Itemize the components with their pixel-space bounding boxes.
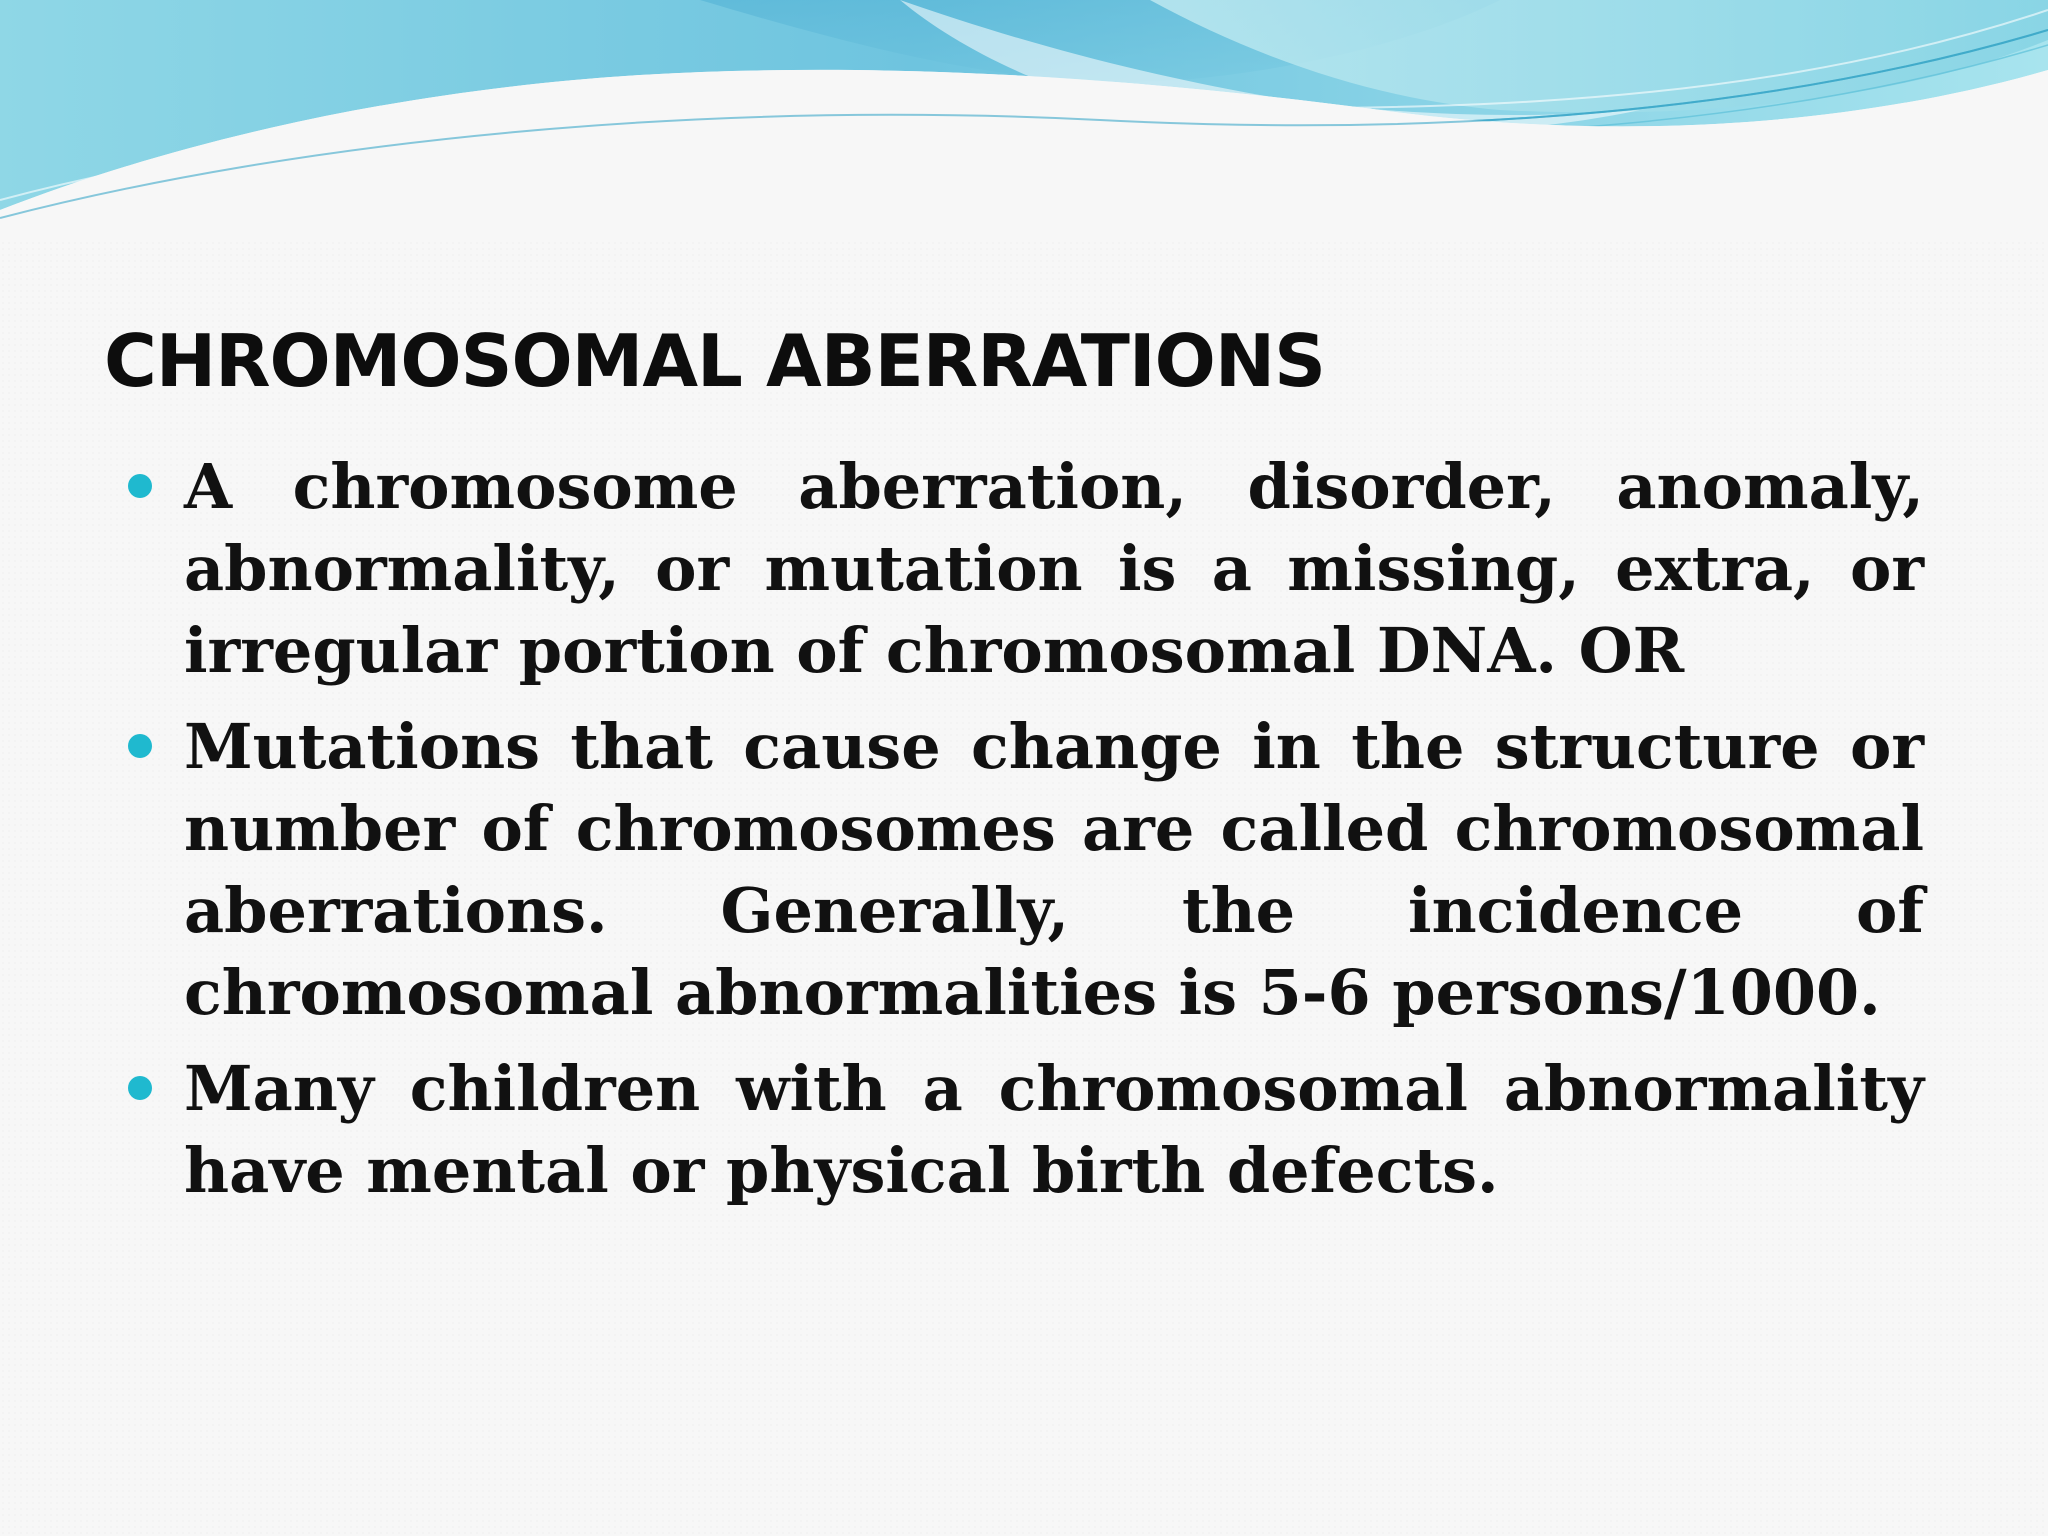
bullet-dot-icon xyxy=(128,474,152,498)
bullet-text: Many children with a chromosomal abnormality have mental or physical birth defects. xyxy=(184,1052,1924,1207)
bullet-dot-icon xyxy=(128,734,152,758)
bullet-item xyxy=(184,446,1924,692)
bullet-item xyxy=(184,706,1924,1034)
bullet-text: A chromosome aberration, disorder, anomaly, abnormality, or mutation is a missing, extra, or irregular portion of chromosomal DNA. OR xyxy=(184,450,1924,687)
bullet-list xyxy=(184,446,1924,1226)
wave-header-decoration xyxy=(0,0,2048,240)
slide-title: CHROMOSOMAL ABERRATIONS xyxy=(104,319,1326,403)
bullet-item xyxy=(184,1048,1924,1212)
bullet-dot-icon xyxy=(128,1076,152,1100)
bullet-text: Mutations that cause change in the structure or number of chromosomes are called chromosomal aberrations. Generally, the incidence of chromosomal abnormalities is 5-6 persons/1000. xyxy=(184,710,1924,1029)
